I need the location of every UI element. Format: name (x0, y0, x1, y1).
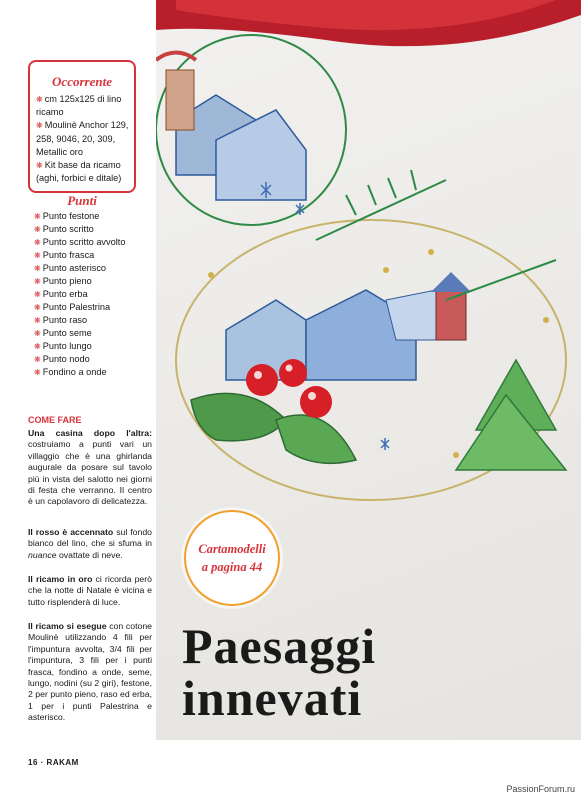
paragraph-oro: Il ricamo in oro ci ricorda però che la notte di Natale è vicina e tutto risplenderà di luce. (28, 574, 152, 607)
list-item: ❋ Punto nodo (34, 354, 90, 364)
page-title-line2: innevati (182, 670, 363, 726)
snowflake-icon: ❋ (34, 368, 41, 377)
list-item: ❋ Kit base da ricamo (aghi, forbici e ditale) (36, 160, 122, 184)
snowflake-icon: ❋ (34, 225, 41, 234)
list-item: ❋ Punto seme (34, 328, 92, 338)
list-item: ❋ Punto raso (34, 315, 88, 325)
come-fare-heading: COME FARE (28, 415, 82, 425)
paragraph-intro: Una casina dopo l'altra: costruiamo a punti vari un villaggio che è una ghirlanda augurale da posare sul tavolo più in vista del salotto nei giorni di festa che verranno. Il centro è un capolavoro di delicatezza. (28, 428, 152, 507)
snowflake-icon: ❋ (34, 251, 41, 260)
page-footer: 16 · RAKAM (28, 758, 79, 767)
snowflake-icon: ❋ (34, 290, 41, 299)
list-item: ❋ Punto scritto avvolto (34, 237, 126, 247)
list-item: ❋ Punto scritto (34, 224, 94, 234)
snowflake-icon: ❋ (34, 316, 41, 325)
paragraph-esecuzione: Il ricamo si esegue con cotone Moulinè utilizzando 4 fili per l'impuntura avvolta, 3/4 fili per l'impuntura, 3 fili per i punti frasca, fondino a onde, seme, lungo, nodini (su 2 giri), festone, 2 per punto pieno, raso ed erba, 1 per i punti Palestrina e asterisco. (28, 621, 152, 723)
snowflake-icon: ❋ (34, 329, 41, 338)
list-item: ❋ Punto pieno (34, 276, 92, 286)
list-item: ❋ Punto frasca (34, 250, 95, 260)
list-item: ❋ Punto erba (34, 289, 88, 299)
snowflake-icon: ❋ (34, 264, 41, 273)
list-item: ❋ Fondino a onde (34, 367, 107, 377)
snowflake-icon: ❋ (36, 121, 43, 131)
snowflake-icon: ❋ (36, 161, 43, 171)
list-item: ❋ Punto Palestrina (34, 302, 111, 312)
snowflake-icon: ❋ (36, 95, 43, 104)
list-item: ❋ Punto asterisco (34, 263, 107, 273)
paragraph-rosso: Il rosso è accennato sul fondo bianco del lino, che si sfuma in nuance ovattate di neve. (28, 527, 153, 560)
page-number: 16 (28, 758, 38, 767)
page-title-line1: Paesaggi (182, 618, 377, 674)
snowflake-icon: ❋ (34, 238, 41, 247)
snowflake-icon: ❋ (34, 342, 41, 351)
magazine-name: RAKAM (46, 758, 79, 767)
punti-title: Punti (67, 193, 97, 208)
list-item: ❋ Punto festone (34, 211, 100, 221)
cartamodelli-badge: Cartamodelli a pagina 44 (184, 510, 280, 606)
snowflake-icon: ❋ (34, 212, 41, 221)
snowflake-icon: ❋ (34, 277, 41, 286)
list-item: ❋ Moulinè Anchor 129, 258, 9046, 20, 309, Metallic oro (36, 120, 129, 157)
snowflake-icon: ❋ (34, 355, 41, 364)
occorrente-list (36, 93, 136, 185)
snowflake-icon: ❋ (34, 303, 41, 312)
occorrente-title: Occorrente (52, 74, 112, 89)
punti-list (34, 210, 144, 379)
list-item: ❋ Punto lungo (34, 341, 92, 351)
occorrente-box (28, 60, 136, 193)
watermark: PassionForum.ru (506, 784, 575, 794)
list-item: ❋ cm 125x125 di lino ricamo (36, 94, 122, 118)
